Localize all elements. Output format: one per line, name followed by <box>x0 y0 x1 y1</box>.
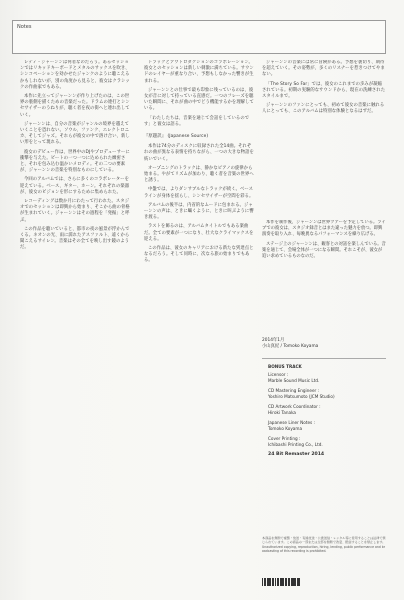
credit-role: Licensor : <box>268 372 289 377</box>
notes-label: Notes <box>17 24 32 30</box>
divider <box>262 358 386 359</box>
paragraph: ジャーンンの音楽には常に冒険がある。予想を裏切り、期待を超えていく。その姿勢が、多くのリスナーを惹きつけてやまない。 <box>262 60 385 78</box>
credits-block <box>268 364 378 458</box>
paragraph: 中盤では、よりダンサブルなトラックが続く。ベースラインが身体を揺らし、シンセサイザーが空間を彩る。 <box>144 187 254 199</box>
paragraph: レコーディングは数か月にわたって行われた。スタジオでのセッションは即興から始まり、そこから曲の骨格が生まれていく。ジャーンンはその過程を「発掘」と呼ぶ。 <box>20 199 130 223</box>
credit-group <box>268 436 378 448</box>
liner-notes-column-3 <box>262 60 386 210</box>
credit-group <box>268 372 378 384</box>
paragraph: ステージ上のジャーンンは、観客との対話を楽しんでいる。音楽を通じて、会場全体が一つになる瞬間。それこそが、彼女が追い求めているものなのだ。 <box>262 241 386 260</box>
paragraph: 本作は74分のディスクに収録された全14曲。それぞれの曲が異なる表情を持ちながら、一つの大きな物語を紡いでいく。 <box>144 144 254 162</box>
credit-name: Tomoko Koyama <box>268 426 303 431</box>
credit-role: CD Mastering Engineer : <box>268 388 319 393</box>
signature-date: 2014年1月 <box>262 338 285 343</box>
paragraph: 本作に先立ってジャーンンが作り上げたのは、この世界の裏側を描くための音楽だった。ドラムの連打とシンセサイザーのうねりが、聴く者を夜の街へと連れ出していく。 <box>20 94 130 118</box>
credit-name: Marble Sound Music Ltd. <box>268 378 320 383</box>
paragraph: この作品を聴いていると、都市の夜の風景が浮かんでくる。ネオンの光、雨に濡れたアスファルト、遠くから聞こえるサイレン。音楽はその全てを映し出す鏡のようだ。 <box>20 226 130 251</box>
paragraph: ジャーンンとの仕事で最も印象に残っているのは、彼女が音に対して持っている直感だ。一つのフレーズを聴いた瞬間に、それが曲の中でどう機能するかを理解している。 <box>144 87 254 112</box>
paragraph: 本作を制作後、ジャーンンは世界ツアーを予定している。ライブでの彼女は、スタジオ録音とはまた違った魅力を放つ。即興演奏を取り入れ、毎晩異なるパフォーマンスを繰り広げる。 <box>262 220 386 238</box>
paragraph: 「わたしたちは、音楽を通じて会話をしているのです」と彼女は語る。 <box>144 115 250 127</box>
credit-group <box>268 420 378 432</box>
liner-notes-column-2 <box>144 60 254 590</box>
paragraph: オープニングのトラックは、静かなピアノの旋律から始まる。やがてリズムが加わり、聴く者を音楽の世界へと誘う。 <box>144 165 254 184</box>
paragraph: この作品は、彼女のキャリアにおける新たな到達点となるだろう。そして同時に、次なる旅の始まりでもある。 <box>144 246 254 264</box>
paragraph: ジャーンンは、自分の音楽がジャンルの境界を越えていくことを恐れない。ソウル、ファンク、エレクトロニカ、そしてジャズ。それらが彼女の中で溶け合い、新しい形をとって現れる。 <box>20 121 130 146</box>
credit-name: Hiroki Tanaka <box>268 410 296 415</box>
barcode-icon <box>262 578 332 586</box>
paragraph: ラストを飾るのは、アルバムタイトルでもある楽曲だ。全ての要素が一つになり、壮大なクライマックスを迎える。 <box>144 224 254 242</box>
credit-name: Ichibashi Printing Co., Ltd. <box>268 442 323 447</box>
liner-notes-column-3-lower <box>262 220 386 340</box>
signature-name: 小山真紀 / Tomoko Koyama <box>262 344 319 350</box>
paragraph: 彼女のデビュー作は、世界中のDJやプロデューサーに衝撃を与えた。ビートの一つ一つに込められた緻密さと、それを包み込む温かいメロディ。その二つの要素が、ジャーンンの音楽を特別なものにしている。 <box>20 149 130 174</box>
paragraph: ジャーンンのファンにとっても、初めて彼女の音楽に触れる人にとっても、このアルバムは特別な体験となるはずだ。 <box>262 103 385 115</box>
remaster-date: 24 Bit Remaster 2014 <box>268 452 325 457</box>
author-signature <box>262 338 386 350</box>
paragraph: アルバムの後半は、内省的なムードに包まれる。ジャーンンの声は、ときに囁くように、ときに叫ぶように響き渡る。 <box>144 202 254 221</box>
paragraph: 「The Story So Far」では、彼女のこれまでの歩みが凝縮されている。初期の実験的なサウンドから、現在の洗練されたスタイルまで。 <box>262 81 386 100</box>
credits-title: BONUS TRACK <box>268 364 302 369</box>
legal-notice: 本商品を無断で複製・放送・有線放送・公衆送信・レンタル等に使用することは法律で禁じられています。この商品の一部または全部を無断で改変、配信することを禁止します。Unauthorized copying, reproduction, hiring, lending, public performance and broadcasting of this recording is prohibited. <box>262 536 386 554</box>
section-title: 『原題訳』 (Japanese Source) <box>144 134 209 140</box>
credit-role: CD Artwork Coordinator : <box>268 404 321 409</box>
paragraph: 今回のアルバムでは、さらに多くのコラボレーターを迎えている。ベース、ギター、ホーン。それぞれの楽器が、彼女のビジョンを形にするために集められた。 <box>20 177 130 195</box>
notes-box <box>12 20 386 54</box>
credit-group <box>268 404 378 416</box>
paragraph: トラックとアウトロダクションのコラボレーション。彼女とのセッションは新しい刺激に満ちている。サウンドのレイヤーが重なり合い、予想もしなかった響きが生まれる。 <box>144 60 254 84</box>
credit-name: Yoshiro Matsumoto (JCM Studio) <box>268 394 335 399</box>
liner-notes-column-1 <box>20 60 132 590</box>
credit-role: Japanese Liner Notes : <box>268 420 315 425</box>
credit-group <box>268 388 378 400</box>
paragraph: レディ・ジャーンンは何者なのだろう。あるセッションではリキッドキーボードとメタルのサックスを吹き、シンコペーションを効かせたジャンクのように聴こえるかもしれないが、別の角度から見ると、彼女はクラシックの作曲家でもある。 <box>20 60 130 90</box>
credit-role: Cover Printing : <box>268 436 301 441</box>
